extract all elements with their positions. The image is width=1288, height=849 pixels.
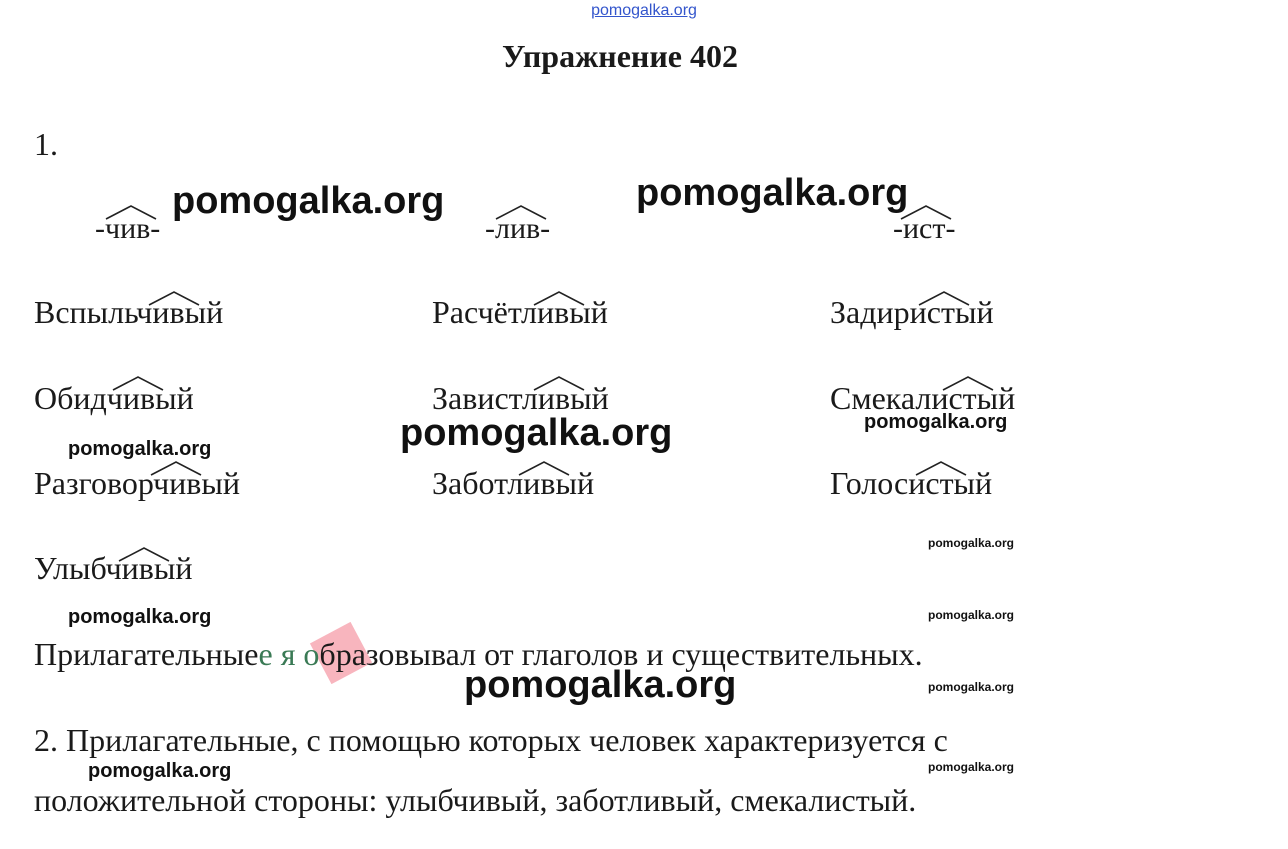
suffix-arc-mark (148, 290, 200, 306)
suffix-arc-mark (118, 546, 170, 562)
word-smekalistyi: Смекалистый (830, 380, 1016, 416)
conclusion-part-c: бразовывал от глаголов и существительных. (319, 636, 923, 672)
suffix-ist: -ист- (893, 212, 956, 245)
word-zavistlivyi: Завистливый (432, 380, 609, 416)
suffix-chiv: -чив- (95, 212, 161, 245)
word-zadiristyi: Задиристый (830, 294, 994, 330)
word-ulybchivyi: Улыбчивый (34, 550, 193, 586)
watermark: pomogalka.org (928, 680, 1015, 694)
word-raschetlivyi: Расчётливый (432, 294, 608, 330)
suffix-arc-mark (533, 375, 585, 391)
suffix-arc-mark (533, 290, 585, 306)
conclusion-part-a: Прилагательные (34, 636, 259, 672)
watermark: pomogalka.org (928, 536, 1015, 550)
watermark: pomogalka.org (928, 760, 1015, 774)
page-title: Упражнение 402 (501, 38, 738, 74)
watermark: pomogalka.org (68, 606, 212, 628)
suffix-arc-mark (112, 375, 164, 391)
suffix-arc-mark (915, 460, 967, 476)
suffix-arc-mark (105, 204, 157, 220)
suffix-arc-mark (518, 460, 570, 476)
conclusion-part-b: е я о (258, 636, 320, 672)
watermark: pomogalka.org (864, 411, 1008, 433)
suffix-arc-mark (495, 204, 547, 220)
answer-line-2: положительной стороны: улыбчивый, заботливый, смекалистый. (34, 782, 917, 818)
word-razgovorchivyi: Разговорчивый (34, 465, 241, 501)
suffix-arc-mark (150, 460, 202, 476)
suffix-arc-mark (918, 290, 970, 306)
watermark: pomogalka.org (400, 412, 673, 454)
watermark: pomogalka.org (88, 760, 232, 782)
word-golosistyi: Голосистый (830, 465, 993, 501)
watermark: pomogalka.org (68, 438, 212, 460)
answer-line-1: 2. Прилагательные, с помощью которых человек характеризуется с (34, 722, 948, 758)
word-obidchivyi: Обидчивый (34, 380, 194, 416)
watermark: pomogalka.org (636, 172, 909, 214)
site-link[interactable]: pomogalka.org (591, 2, 697, 19)
item-number-1: 1. (34, 126, 58, 162)
watermark: pomogalka.org (464, 664, 737, 706)
suffix-arc-mark (942, 375, 994, 391)
suffix-liv: -лив- (485, 212, 551, 245)
watermark: pomogalka.org (928, 608, 1015, 622)
word-zabotlivyi: Заботливый (432, 465, 595, 501)
word-vspylchivyi: Вспыльчивый (34, 294, 224, 330)
watermark: pomogalka.org (172, 180, 445, 222)
